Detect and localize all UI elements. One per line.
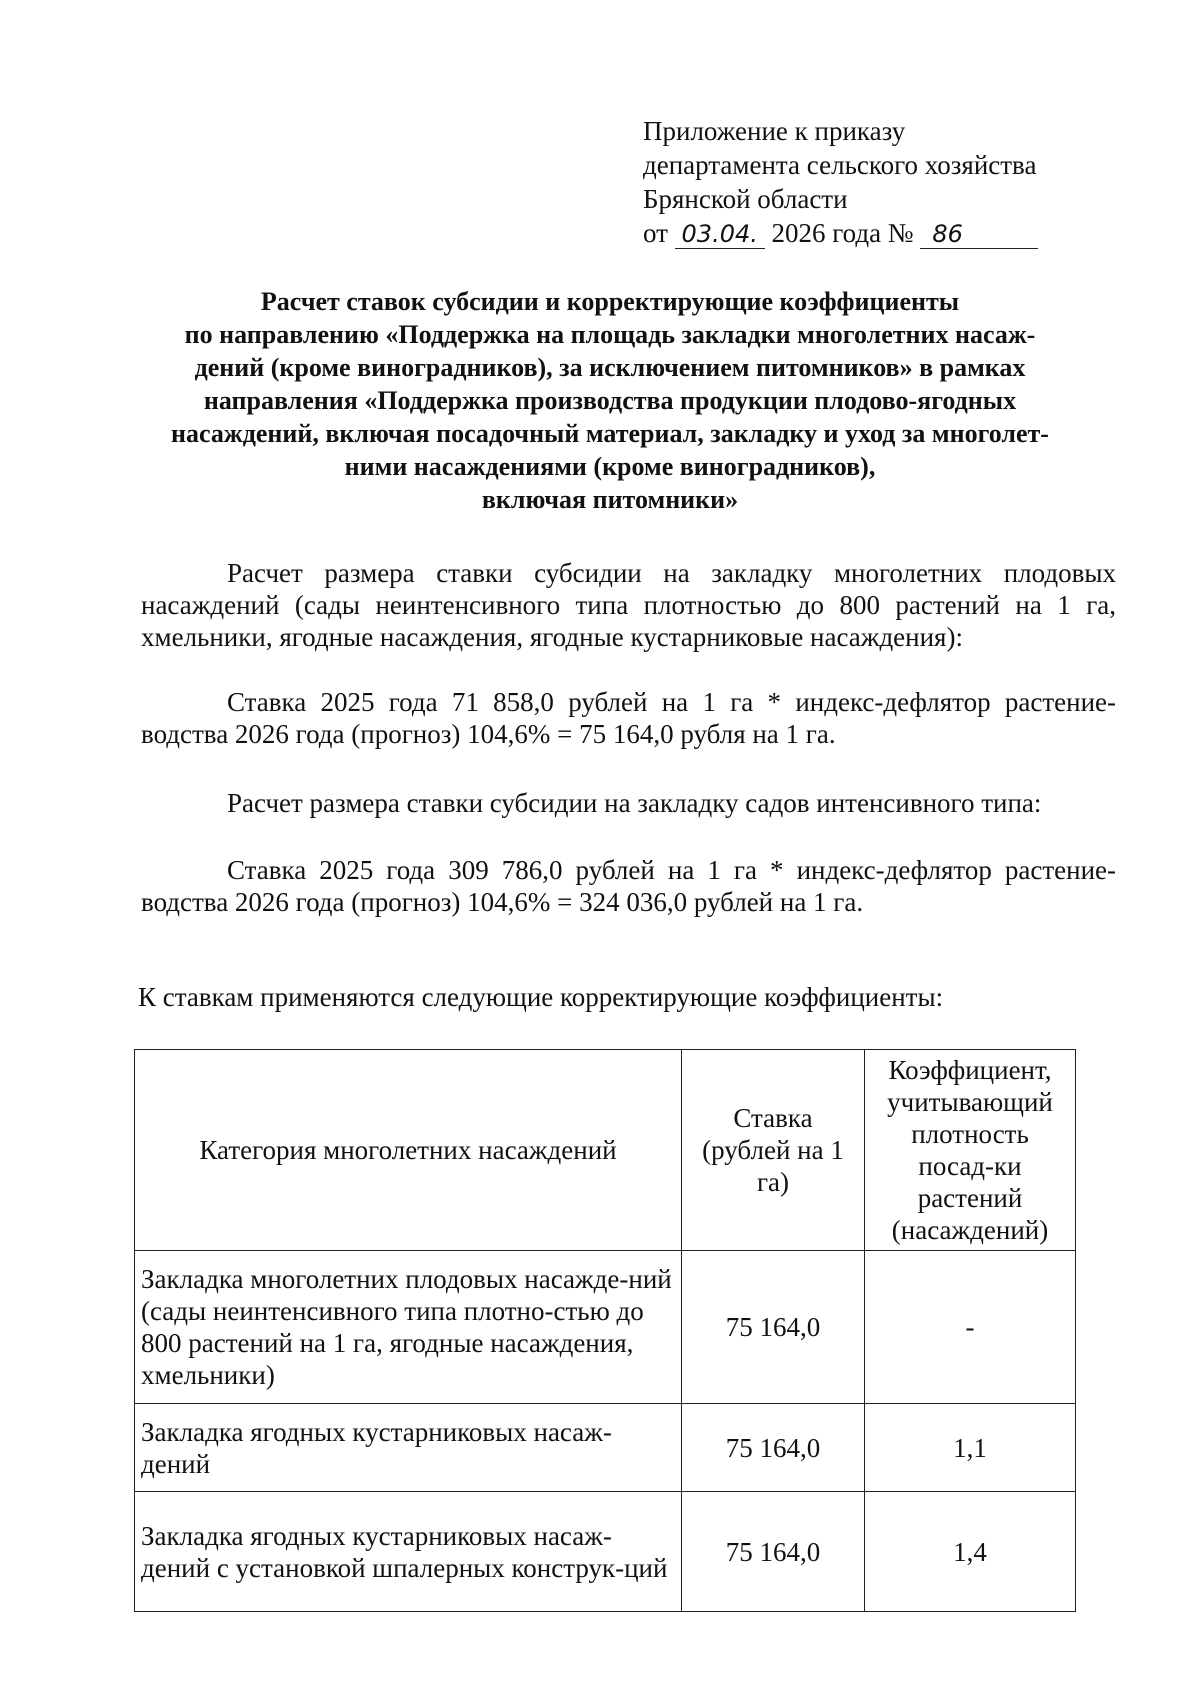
row-rate: 75 164,0: [682, 1404, 865, 1492]
row-coefficient: 1,4: [865, 1492, 1076, 1612]
paragraph-calc-intensive: [141, 787, 1116, 819]
header-rate: Ставка (рублей на 1 га): [682, 1050, 865, 1251]
row-rate: 75 164,0: [682, 1251, 865, 1404]
paragraph-text: Расчет размера ставки субсидии на закладку многолетних плодовых насаждений (сады неинтенсивного типа плотностью до 800 растений на 1 га, хмельники, ягодные насаждения, ягодные кустарниковые насаждения):: [141, 558, 1116, 652]
row-category: Закладка ягодных кустарниковых насаж-дений с установкой шпалерных конструк-ций: [135, 1492, 682, 1612]
from-label: от: [643, 218, 668, 248]
row-category: Закладка многолетних плодовых насажде-ний (сады неинтенсивного типа плотно-стью до 800 растений на 1 га, ягодные насаждения, хмельники): [135, 1251, 682, 1404]
title-line: насаждений, включая посадочный материал, закладку и уход за многолет-: [171, 419, 1049, 448]
handwritten-date: 03.04.: [675, 220, 765, 249]
coefficients-table: [134, 1049, 1076, 1612]
document-title: [120, 285, 1100, 516]
year-label: 2026 года №: [771, 218, 914, 248]
title-line: дений (кроме виноградников), за исключением питомников» в рамках: [194, 353, 1026, 382]
appendix-line-1: Приложение к приказу: [643, 116, 906, 146]
paragraph-text: Ставка 2025 года 71 858,0 рублей на 1 га * индекс-дефлятор растение-водства 2026 года (прогноз) 104,6% = 75 164,0 рубля на 1 га.: [141, 687, 1116, 749]
title-line: включая питомники»: [481, 485, 739, 514]
header-category: Категория многолетних насаждений: [135, 1050, 682, 1251]
paragraph-calc-non-intensive: [141, 557, 1116, 653]
row-rate: 75 164,0: [682, 1492, 865, 1612]
title-line: Расчет ставок субсидии и корректирующие коэффициенты: [260, 287, 960, 316]
title-line: ними насаждениями (кроме виноградников),: [344, 452, 876, 481]
appendix-header: [643, 114, 1038, 250]
row-coefficient: -: [865, 1251, 1076, 1404]
paragraph-rate-intensive: [141, 854, 1116, 918]
row-category: Закладка ягодных кустарниковых насаж-дений: [135, 1404, 682, 1492]
handwritten-order-number: 86: [920, 220, 1038, 249]
table-row: [135, 1492, 1076, 1612]
paragraph-text: Расчет размера ставки субсидии на закладку садов интенсивного типа:: [227, 788, 1042, 818]
table-header-row: [135, 1050, 1076, 1251]
appendix-date-line: [643, 216, 1038, 250]
paragraph-text: Ставка 2025 года 309 786,0 рублей на 1 га * индекс-дефлятор растение-водства 2026 года (прогноз) 104,6% = 324 036,0 рублей на 1 га.: [141, 855, 1116, 917]
appendix-line-2: департамента сельского хозяйства: [643, 150, 1037, 180]
appendix-line-3: Брянской области: [643, 184, 848, 214]
table-row: [135, 1251, 1076, 1404]
title-line: направления «Поддержка производства продукции плодово-ягодных: [203, 386, 1017, 415]
table-row: [135, 1404, 1076, 1492]
title-line: по направлению «Поддержка на площадь закладки многолетних насаж-: [184, 320, 1036, 349]
coefficients-intro: К ставкам применяются следующие корректирующие коэффициенты:: [138, 982, 944, 1012]
header-coefficient: Коэффициент, учитывающий плотность посад-ки растений (насаждений): [865, 1050, 1076, 1251]
row-coefficient: 1,1: [865, 1404, 1076, 1492]
paragraph-rate-non-intensive: [141, 686, 1116, 750]
